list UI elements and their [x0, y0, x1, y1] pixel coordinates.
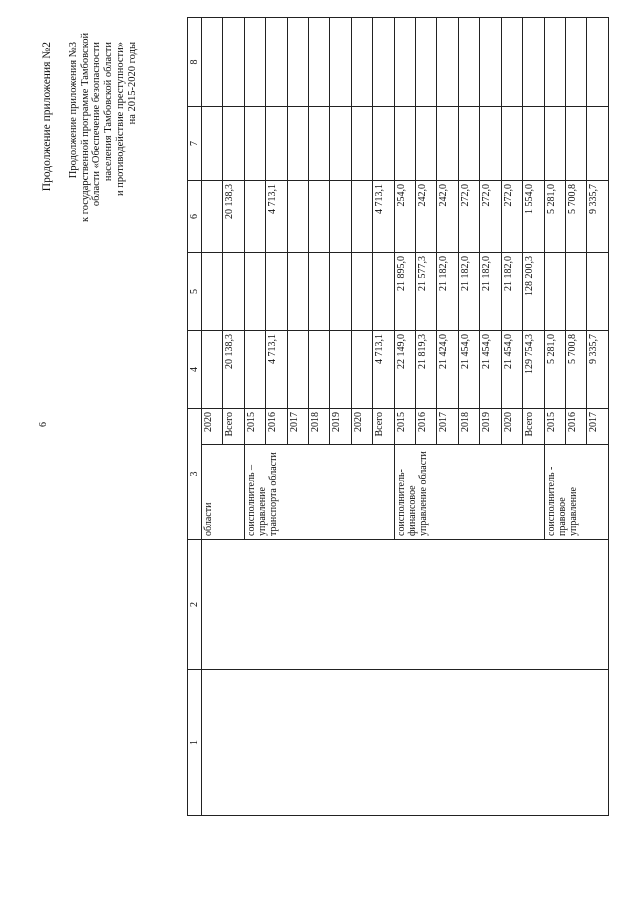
amount-cell: [544, 18, 565, 107]
col-1-cell: [202, 670, 609, 816]
amount-cell: [330, 181, 351, 253]
year-cell: 2020: [351, 409, 372, 445]
amount-cell: 21 454,0: [480, 331, 501, 409]
header-cell: 8: [188, 18, 202, 107]
amount-cell: [480, 107, 501, 181]
amount-cell: 21 182,0: [501, 253, 522, 331]
amount-cell: [523, 107, 544, 181]
executor-cell: соисполнитель – управление транспорта области: [244, 445, 394, 540]
executor-cell: области: [202, 445, 245, 540]
amount-cell: 9 335,7: [587, 331, 609, 409]
amount-cell: [266, 18, 287, 107]
amount-cell: 21 454,0: [501, 331, 522, 409]
amount-cell: 21 454,0: [458, 331, 479, 409]
funding-table-wrapper: [187, 18, 609, 816]
amount-cell: [309, 107, 330, 181]
amount-cell: [565, 107, 586, 181]
amount-cell: 5 281,0: [544, 181, 565, 253]
year-cell: 2015: [244, 409, 265, 445]
amount-cell: 4 713,1: [373, 181, 394, 253]
amount-cell: 22 149,0: [394, 331, 415, 409]
amount-cell: [501, 18, 522, 107]
amount-cell: [202, 331, 223, 409]
executor-cell: соисполнитель - правовое управление: [544, 445, 609, 540]
header-line: населения Тамбовской области: [103, 42, 115, 182]
header-row: [188, 18, 202, 816]
table-row: [202, 18, 223, 816]
amount-cell: [223, 18, 244, 107]
amount-cell: 21 424,0: [437, 331, 458, 409]
header-line: к государственной программе Тамбовской: [79, 32, 91, 222]
header-cell: 3: [188, 409, 202, 540]
amount-cell: 242,0: [416, 181, 437, 253]
header-cell: 5: [188, 253, 202, 331]
amount-cell: 5 700,8: [565, 331, 586, 409]
amount-cell: [480, 18, 501, 107]
amount-cell: [565, 18, 586, 107]
amount-cell: [266, 253, 287, 331]
amount-cell: [244, 253, 265, 331]
amount-cell: [244, 18, 265, 107]
amount-cell: [287, 107, 308, 181]
amount-cell: [351, 331, 372, 409]
year-cell: 2015: [394, 409, 415, 445]
year-cell: 2015: [544, 409, 565, 445]
year-cell: 2020: [501, 409, 522, 445]
amount-cell: 5 281,0: [544, 331, 565, 409]
amount-cell: [287, 181, 308, 253]
header-line: и противодействие преступности»: [114, 42, 126, 197]
amount-cell: [266, 107, 287, 181]
year-cell: 2018: [309, 409, 330, 445]
amount-cell: 128 200,3: [523, 253, 544, 331]
header-line: области «Обеспечение безопасности: [91, 42, 103, 207]
amount-cell: [351, 253, 372, 331]
amount-cell: 20 138,3: [223, 331, 244, 409]
amount-cell: [565, 253, 586, 331]
executor-cell: соисполнитель- финансовое управление области: [394, 445, 544, 540]
amount-cell: [501, 107, 522, 181]
amount-cell: [330, 18, 351, 107]
amount-cell: [394, 18, 415, 107]
amount-cell: [202, 253, 223, 331]
amount-cell: [373, 253, 394, 331]
amount-cell: 129 754,3: [523, 331, 544, 409]
amount-cell: [223, 107, 244, 181]
amount-cell: [458, 18, 479, 107]
amount-cell: [437, 107, 458, 181]
header-line: на 2015-2020 годы: [126, 42, 138, 125]
amount-cell: 21 577,3: [416, 253, 437, 331]
amount-cell: [394, 107, 415, 181]
amount-cell: 4 713,1: [266, 181, 287, 253]
amount-cell: [416, 18, 437, 107]
year-cell: 2017: [287, 409, 308, 445]
amount-cell: 9 335,7: [587, 181, 609, 253]
amount-cell: [544, 107, 565, 181]
header-cell: 1: [188, 670, 202, 816]
amount-cell: [416, 107, 437, 181]
amount-cell: [351, 18, 372, 107]
col-2-cell: [202, 540, 609, 670]
year-cell: 2019: [330, 409, 351, 445]
amount-cell: [373, 107, 394, 181]
amount-cell: [309, 18, 330, 107]
header-cell: 4: [188, 331, 202, 409]
year-cell: Всего: [523, 409, 544, 445]
year-cell: Всего: [373, 409, 394, 445]
amount-cell: [309, 181, 330, 253]
amount-cell: [437, 18, 458, 107]
amount-cell: 21 182,0: [480, 253, 501, 331]
amount-cell: [244, 107, 265, 181]
year-cell: 2019: [480, 409, 501, 445]
amount-cell: [587, 107, 609, 181]
page-number: 6: [38, 422, 49, 427]
amount-cell: 21 895,0: [394, 253, 415, 331]
year-cell: 2016: [565, 409, 586, 445]
header-cell: 7: [188, 107, 202, 181]
amount-cell: [587, 18, 609, 107]
year-cell: Всего: [223, 409, 244, 445]
amount-cell: 4 713,1: [373, 331, 394, 409]
amount-cell: 20 138,3: [223, 181, 244, 253]
amount-cell: [373, 18, 394, 107]
amount-cell: [458, 107, 479, 181]
amount-cell: 272,0: [480, 181, 501, 253]
year-cell: 2018: [458, 409, 479, 445]
amount-cell: [351, 181, 372, 253]
amount-cell: [244, 331, 265, 409]
table-body: [202, 18, 609, 816]
amount-cell: 254,0: [394, 181, 415, 253]
amount-cell: [309, 253, 330, 331]
amount-cell: [202, 18, 223, 107]
year-cell: 2017: [437, 409, 458, 445]
amount-cell: [351, 107, 372, 181]
amount-cell: 5 700,8: [565, 181, 586, 253]
amount-cell: [202, 107, 223, 181]
amount-cell: [330, 253, 351, 331]
amount-cell: 4 713,1: [266, 331, 287, 409]
document-header: [41, 32, 177, 222]
header-line: Продолжение приложения №3: [67, 42, 79, 179]
amount-cell: 242,0: [437, 181, 458, 253]
year-cell: 2016: [266, 409, 287, 445]
appendix-continuation-title: Продолжение приложения №2: [41, 42, 53, 192]
amount-cell: [309, 331, 330, 409]
amount-cell: [287, 253, 308, 331]
amount-cell: [223, 253, 244, 331]
year-cell: 2016: [416, 409, 437, 445]
amount-cell: [202, 181, 223, 253]
year-cell: 2020: [202, 409, 223, 445]
header-cell: 2: [188, 540, 202, 670]
amount-cell: [287, 331, 308, 409]
amount-cell: 272,0: [458, 181, 479, 253]
amount-cell: [330, 331, 351, 409]
amount-cell: 21 182,0: [437, 253, 458, 331]
amount-cell: 21 182,0: [458, 253, 479, 331]
funding-table: [187, 17, 609, 816]
amount-cell: [544, 253, 565, 331]
amount-cell: 1 554,0: [523, 181, 544, 253]
amount-cell: [587, 253, 609, 331]
amount-cell: 272,0: [501, 181, 522, 253]
year-cell: 2017: [587, 409, 609, 445]
amount-cell: [287, 18, 308, 107]
amount-cell: [523, 18, 544, 107]
amount-cell: [244, 181, 265, 253]
amount-cell: [330, 107, 351, 181]
amount-cell: 21 819,3: [416, 331, 437, 409]
header-cell: 6: [188, 181, 202, 253]
